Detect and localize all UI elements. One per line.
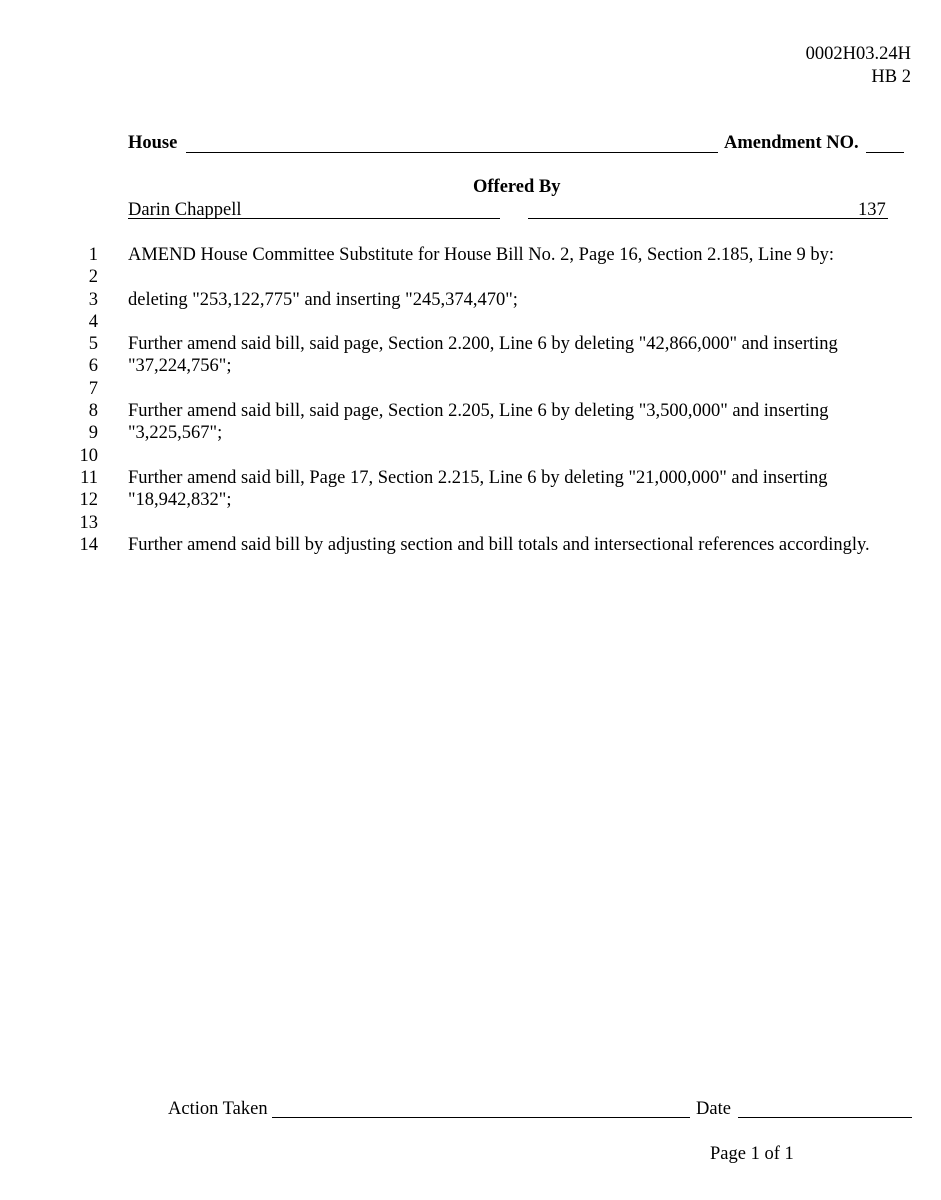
- line-number: 6: [88, 356, 98, 376]
- date-line: [738, 1117, 912, 1118]
- line-text: Further amend said bill, said page, Section 2.200, Line 6 by deleting "42,866,000" and inserting: [128, 334, 838, 354]
- line-number: 1: [88, 245, 98, 265]
- line-number: 14: [79, 535, 98, 555]
- line-number: 9: [88, 423, 98, 443]
- action-taken-line: [272, 1117, 690, 1118]
- house-blank-line: [186, 152, 718, 153]
- line-text: Further amend said bill by adjusting section and bill totals and intersectional references accordingly.: [128, 535, 870, 555]
- line-text: Further amend said bill, Page 17, Section 2.215, Line 6 by deleting "21,000,000" and inserting: [128, 468, 828, 488]
- bill-number: HB 2: [871, 67, 911, 87]
- line-number: 3: [88, 290, 98, 310]
- action-taken-label: Action Taken: [168, 1099, 268, 1119]
- district-number: 137: [858, 200, 886, 220]
- line-number: 13: [79, 513, 98, 533]
- sponsor-name-line: [128, 218, 500, 219]
- line-number: 2: [88, 267, 98, 287]
- page-number: Page 1 of 1: [710, 1144, 794, 1164]
- date-label: Date: [696, 1099, 731, 1119]
- offered-by-label: Offered By: [473, 177, 561, 197]
- line-text: "18,942,832";: [128, 490, 232, 510]
- district-line: [528, 218, 888, 219]
- line-number: 8: [88, 401, 98, 421]
- house-label: House: [128, 133, 178, 153]
- line-number: 4: [88, 312, 98, 332]
- line-text: Further amend said bill, said page, Section 2.205, Line 6 by deleting "3,500,000" and inserting: [128, 401, 829, 421]
- line-number: 5: [88, 334, 98, 354]
- amendment-number-blank: [866, 152, 904, 153]
- amendment-label: Amendment NO.: [724, 133, 859, 153]
- line-number: 12: [79, 490, 98, 510]
- line-text: AMEND House Committee Substitute for House Bill No. 2, Page 16, Section 2.185, Line 9 by:: [128, 245, 835, 265]
- line-text: "37,224,756";: [128, 356, 232, 376]
- document-id: 0002H03.24H: [805, 44, 911, 64]
- line-number: 11: [80, 468, 98, 488]
- line-text: deleting "253,122,775" and inserting "245,374,470";: [128, 290, 518, 310]
- line-number: 7: [88, 379, 98, 399]
- sponsor-name: Darin Chappell: [128, 200, 242, 220]
- line-text: "3,225,567";: [128, 423, 223, 443]
- line-number: 10: [79, 446, 98, 466]
